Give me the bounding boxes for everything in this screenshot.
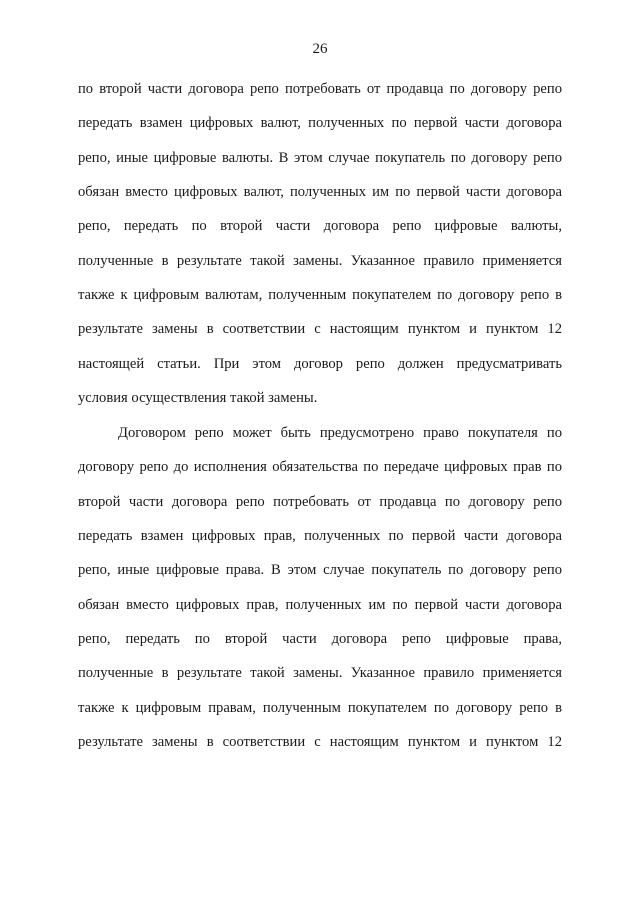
text-line: репо, иные цифровые валюты. В этом случае покупатель по договору репо — [78, 149, 562, 166]
text-line: обязан вместо цифровых прав, полученных им по первой части договора — [78, 596, 562, 613]
text-line: полученные в результате такой замены. Указанное правило применяется — [78, 665, 562, 682]
text-line: по второй части договора репо потребовать от продавца по договору репо — [78, 81, 562, 97]
text-line: условия осуществления такой замены. — [78, 390, 318, 407]
text-line: второй части договора репо потребовать от продавца по договору репо — [78, 493, 562, 510]
paragraph-1 — [78, 72, 562, 415]
paragraph-2 — [78, 416, 562, 759]
text-line: репо, передать по второй части договора репо цифровые права, — [78, 631, 562, 648]
text-line: результате замены в соответствии с настоящим пунктом и пунктом 12 — [78, 734, 562, 751]
text-line: также к цифровым валютам, полученным покупателем по договору репо в — [78, 287, 562, 304]
text-line: настоящей статьи. При этом договор репо должен предусматривать — [78, 355, 562, 372]
text-line: передать взамен цифровых валют, полученных по первой части договора — [78, 115, 562, 132]
text-line: также к цифровым правам, полученным покупателем по договору репо в — [78, 699, 562, 716]
text-line: обязан вместо цифровых валют, полученных им по первой части договора — [78, 184, 562, 201]
page-number: 26 — [312, 41, 328, 57]
text-line: Договором репо может быть предусмотрено право покупателя по — [118, 425, 562, 441]
text-line: результате замены в соответствии с настоящим пунктом и пунктом 12 — [78, 321, 562, 338]
text-line: полученные в результате такой замены. Указанное правило применяется — [78, 252, 562, 269]
text-line: договору репо до исполнения обязательства по передаче цифровых прав по — [78, 459, 562, 476]
text-line: репо, передать по второй части договора репо цифровые валюты, — [78, 218, 562, 235]
text-line: репо, иные цифровые права. В этом случае покупатель по договору репо — [78, 562, 562, 579]
text-line: передать взамен цифровых прав, полученных по первой части договора — [78, 528, 562, 545]
